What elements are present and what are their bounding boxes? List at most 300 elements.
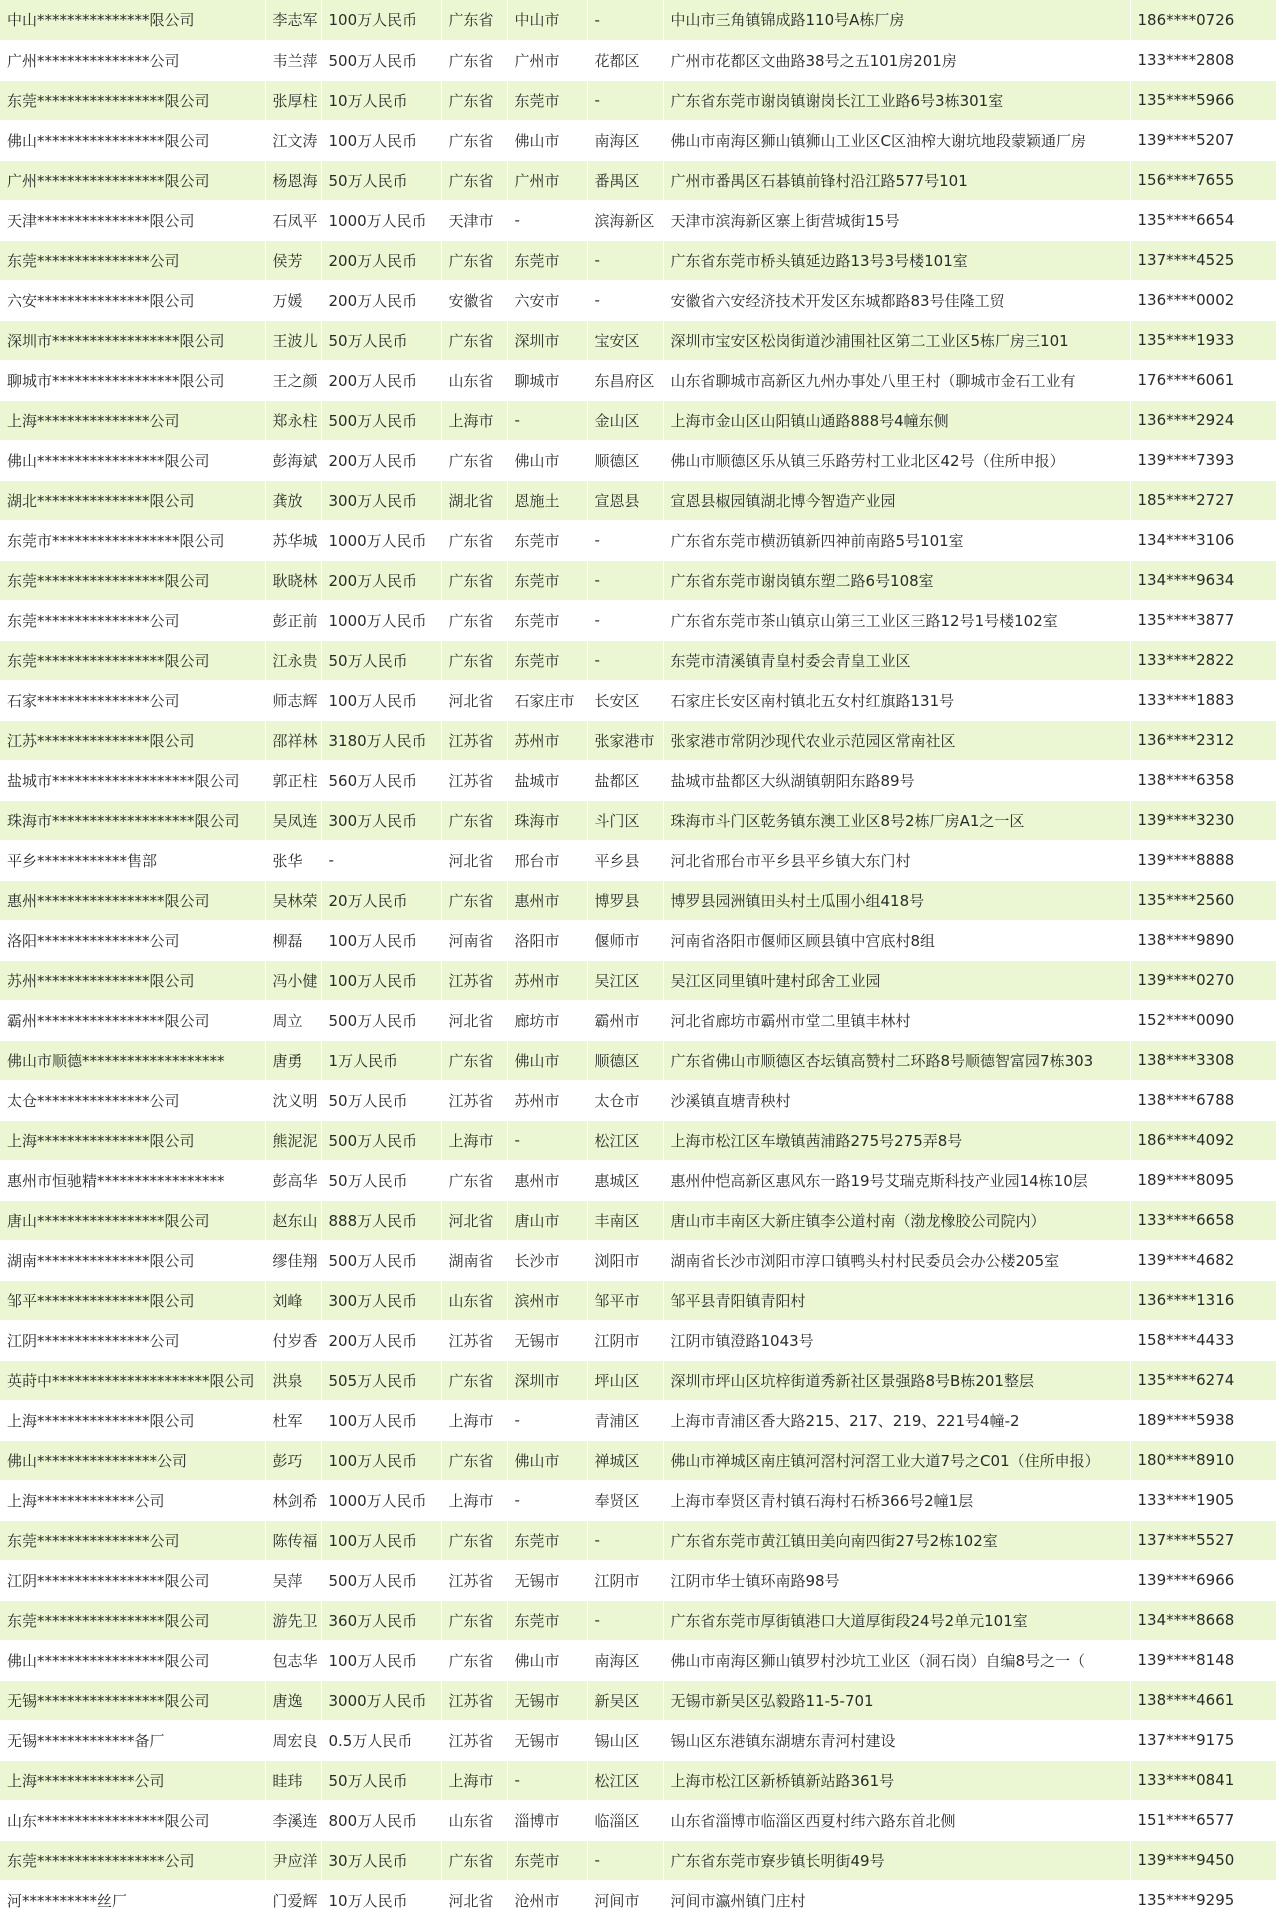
city-cell: 东莞市: [507, 1600, 587, 1640]
address-cell: 广东省东莞市桥头镇延边路13号3号楼101室: [663, 240, 1130, 280]
company-name-cell: 佛山*****************限公司: [0, 440, 265, 480]
province-cell: 安徽省: [441, 280, 507, 320]
registered-capital-cell: 100万人民币: [321, 120, 441, 160]
address-cell: 广东省东莞市茶山镇京山第三工业区三路12号1号楼102室: [663, 600, 1130, 640]
registered-capital-cell: 100万人民币: [321, 680, 441, 720]
company-name-cell: 江阴*****************限公司: [0, 1560, 265, 1600]
legal-person-cell: 唐逸: [265, 1680, 321, 1720]
province-cell: 上海市: [441, 1480, 507, 1520]
phone-cell: 151****6577: [1130, 1800, 1276, 1840]
legal-person-cell: 邵祥林: [265, 720, 321, 760]
phone-cell: 139****5207: [1130, 120, 1276, 160]
phone-cell: 138****6788: [1130, 1080, 1276, 1120]
legal-person-cell: 缪佳翔: [265, 1240, 321, 1280]
district-cell: 宣恩县: [587, 480, 663, 520]
company-name-cell: 石家***************公司: [0, 680, 265, 720]
table-row: [0, 1720, 1276, 1760]
address-cell: 广东省东莞市谢岗镇谢岗长江工业路6号3栋301室: [663, 80, 1130, 120]
table-row: [0, 280, 1276, 320]
table-row: [0, 560, 1276, 600]
city-cell: 长沙市: [507, 1240, 587, 1280]
district-cell: 盐都区: [587, 760, 663, 800]
table-row: [0, 240, 1276, 280]
legal-person-cell: 李溪连: [265, 1800, 321, 1840]
city-cell: 东莞市: [507, 240, 587, 280]
address-cell: 珠海市斗门区乾务镇东澳工业区8号2栋厂房A1之一区: [663, 800, 1130, 840]
registered-capital-cell: 100万人民币: [321, 920, 441, 960]
company-name-cell: 上海*************公司: [0, 1760, 265, 1800]
address-cell: 山东省淄博市临淄区西夏村纬六路东首北侧: [663, 1800, 1130, 1840]
district-cell: 滨海新区: [587, 200, 663, 240]
legal-person-cell: 韦兰萍: [265, 40, 321, 80]
province-cell: 江苏省: [441, 1080, 507, 1120]
province-cell: 江苏省: [441, 720, 507, 760]
legal-person-cell: 彭巧: [265, 1440, 321, 1480]
company-name-cell: 盐城市*******************限公司: [0, 760, 265, 800]
table-row: [0, 1640, 1276, 1680]
district-cell: -: [587, 640, 663, 680]
city-cell: -: [507, 1760, 587, 1800]
registered-capital-cell: 50万人民币: [321, 1080, 441, 1120]
city-cell: 唐山市: [507, 1200, 587, 1240]
registered-capital-cell: 500万人民币: [321, 1120, 441, 1160]
legal-person-cell: 张厚柱: [265, 80, 321, 120]
city-cell: 佛山市: [507, 1440, 587, 1480]
legal-person-cell: 沈义明: [265, 1080, 321, 1120]
company-name-cell: 上海***************公司: [0, 400, 265, 440]
city-cell: 广州市: [507, 160, 587, 200]
legal-person-cell: 石凤平: [265, 200, 321, 240]
address-cell: 唐山市丰南区大新庄镇李公道村南（渤龙橡胶公司院内）: [663, 1200, 1130, 1240]
registered-capital-cell: 50万人民币: [321, 640, 441, 680]
district-cell: 顺德区: [587, 440, 663, 480]
address-cell: 石家庄长安区南村镇北五女村红旗路131号: [663, 680, 1130, 720]
table-row: [0, 1760, 1276, 1800]
phone-cell: 136****2924: [1130, 400, 1276, 440]
legal-person-cell: 周宏良: [265, 1720, 321, 1760]
table-row: [0, 1440, 1276, 1480]
company-name-cell: 邹平***************限公司: [0, 1280, 265, 1320]
phone-cell: 135****1933: [1130, 320, 1276, 360]
address-cell: 上海市松江区车墩镇茜浦路275号275弄8号: [663, 1120, 1130, 1160]
phone-cell: 139****8148: [1130, 1640, 1276, 1680]
legal-person-cell: 熊泥泥: [265, 1120, 321, 1160]
city-cell: 深圳市: [507, 320, 587, 360]
company-name-cell: 东莞*****************限公司: [0, 640, 265, 680]
table-row: [0, 1280, 1276, 1320]
table-row: [0, 1240, 1276, 1280]
province-cell: 广东省: [441, 600, 507, 640]
city-cell: 石家庄市: [507, 680, 587, 720]
legal-person-cell: 郑永柱: [265, 400, 321, 440]
district-cell: 松江区: [587, 1120, 663, 1160]
province-cell: 河南省: [441, 920, 507, 960]
table-row: [0, 840, 1276, 880]
company-name-cell: 东莞*****************限公司: [0, 1600, 265, 1640]
registered-capital-cell: 300万人民币: [321, 1280, 441, 1320]
registered-capital-cell: 1000万人民币: [321, 200, 441, 240]
phone-cell: 138****6358: [1130, 760, 1276, 800]
table-row: [0, 1320, 1276, 1360]
company-name-cell: 东莞*****************限公司: [0, 80, 265, 120]
district-cell: 顺德区: [587, 1040, 663, 1080]
address-cell: 深圳市宝安区松岗街道沙浦围社区第二工业区5栋厂房三101: [663, 320, 1130, 360]
legal-person-cell: 眭玮: [265, 1760, 321, 1800]
city-cell: 盐城市: [507, 760, 587, 800]
address-cell: 上海市金山区山阳镇山通路888号4幢东侧: [663, 400, 1130, 440]
province-cell: 天津市: [441, 200, 507, 240]
table-row: [0, 520, 1276, 560]
company-name-cell: 中山***************限公司: [0, 0, 265, 40]
registered-capital-cell: 100万人民币: [321, 960, 441, 1000]
table-row: [0, 120, 1276, 160]
legal-person-cell: 林剑希: [265, 1480, 321, 1520]
legal-person-cell: 陈传福: [265, 1520, 321, 1560]
table-row: [0, 360, 1276, 400]
registered-capital-cell: 200万人民币: [321, 560, 441, 600]
district-cell: 金山区: [587, 400, 663, 440]
address-cell: 广州市番禺区石碁镇前锋村沿江路577号101: [663, 160, 1130, 200]
district-cell: -: [587, 80, 663, 120]
registered-capital-cell: 50万人民币: [321, 320, 441, 360]
company-name-cell: 无锡*************备厂: [0, 1720, 265, 1760]
province-cell: 河北省: [441, 1200, 507, 1240]
registered-capital-cell: 800万人民币: [321, 1800, 441, 1840]
company-name-cell: 六安***************限公司: [0, 280, 265, 320]
registered-capital-cell: 100万人民币: [321, 1440, 441, 1480]
province-cell: 湖南省: [441, 1240, 507, 1280]
phone-cell: 139****4682: [1130, 1240, 1276, 1280]
table-row: [0, 0, 1276, 40]
table-row: [0, 1680, 1276, 1720]
city-cell: -: [507, 1120, 587, 1160]
company-name-cell: 太仓***************公司: [0, 1080, 265, 1120]
registered-capital-cell: 500万人民币: [321, 1240, 441, 1280]
city-cell: 滨州市: [507, 1280, 587, 1320]
city-cell: 东莞市: [507, 1520, 587, 1560]
province-cell: 广东省: [441, 1600, 507, 1640]
phone-cell: 138****9890: [1130, 920, 1276, 960]
phone-cell: 186****4092: [1130, 1120, 1276, 1160]
province-cell: 上海市: [441, 1760, 507, 1800]
table-row: [0, 1400, 1276, 1440]
address-cell: 广州市花都区文曲路38号之五101房201房: [663, 40, 1130, 80]
district-cell: 临淄区: [587, 1800, 663, 1840]
province-cell: 广东省: [441, 560, 507, 600]
district-cell: -: [587, 1840, 663, 1880]
company-name-cell: 佛山*****************限公司: [0, 120, 265, 160]
legal-person-cell: 师志辉: [265, 680, 321, 720]
phone-cell: 133****6658: [1130, 1200, 1276, 1240]
table-row: [0, 600, 1276, 640]
district-cell: 南海区: [587, 1640, 663, 1680]
table-row: [0, 880, 1276, 920]
legal-person-cell: 江文涛: [265, 120, 321, 160]
registered-capital-cell: 500万人民币: [321, 1560, 441, 1600]
phone-cell: 137****9175: [1130, 1720, 1276, 1760]
city-cell: 珠海市: [507, 800, 587, 840]
company-name-cell: 上海***************限公司: [0, 1120, 265, 1160]
province-cell: 江苏省: [441, 960, 507, 1000]
address-cell: 东莞市清溪镇青皇村委会青皇工业区: [663, 640, 1130, 680]
phone-cell: 135****5966: [1130, 80, 1276, 120]
city-cell: 东莞市: [507, 1840, 587, 1880]
address-cell: 上海市青浦区香大路215、217、219、221号4幢-2: [663, 1400, 1130, 1440]
address-cell: 博罗县园洲镇田头村土瓜围小组418号: [663, 880, 1130, 920]
legal-person-cell: 郭正柱: [265, 760, 321, 800]
registered-capital-cell: 100万人民币: [321, 1640, 441, 1680]
registered-capital-cell: 500万人民币: [321, 1000, 441, 1040]
province-cell: 上海市: [441, 1120, 507, 1160]
province-cell: 广东省: [441, 880, 507, 920]
legal-person-cell: 尹应洋: [265, 1840, 321, 1880]
phone-cell: 180****8910: [1130, 1440, 1276, 1480]
address-cell: 盐城市盐都区大纵湖镇朝阳东路89号: [663, 760, 1130, 800]
table-row: [0, 1880, 1276, 1920]
province-cell: 广东省: [441, 440, 507, 480]
registered-capital-cell: 560万人民币: [321, 760, 441, 800]
province-cell: 江苏省: [441, 1560, 507, 1600]
table-row: [0, 480, 1276, 520]
table-row: [0, 320, 1276, 360]
registered-capital-cell: 888万人民币: [321, 1200, 441, 1240]
company-name-cell: 惠州*****************限公司: [0, 880, 265, 920]
table-row: [0, 1200, 1276, 1240]
district-cell: 江阴市: [587, 1560, 663, 1600]
city-cell: -: [507, 1480, 587, 1520]
district-cell: 坪山区: [587, 1360, 663, 1400]
company-name-cell: 无锡*****************限公司: [0, 1680, 265, 1720]
phone-cell: 133****1905: [1130, 1480, 1276, 1520]
province-cell: 广东省: [441, 240, 507, 280]
registered-capital-cell: 505万人民币: [321, 1360, 441, 1400]
table-row: [0, 720, 1276, 760]
registered-capital-cell: 200万人民币: [321, 440, 441, 480]
legal-person-cell: 万媛: [265, 280, 321, 320]
city-cell: 东莞市: [507, 520, 587, 560]
table-row: [0, 1600, 1276, 1640]
registered-capital-cell: 10万人民币: [321, 1880, 441, 1920]
district-cell: 青浦区: [587, 1400, 663, 1440]
province-cell: 广东省: [441, 1040, 507, 1080]
province-cell: 广东省: [441, 640, 507, 680]
company-name-cell: 湖南***************限公司: [0, 1240, 265, 1280]
phone-cell: 136****1316: [1130, 1280, 1276, 1320]
phone-cell: 185****2727: [1130, 480, 1276, 520]
registered-capital-cell: 200万人民币: [321, 240, 441, 280]
registered-capital-cell: 50万人民币: [321, 1160, 441, 1200]
phone-cell: 134****3106: [1130, 520, 1276, 560]
legal-person-cell: 彭海斌: [265, 440, 321, 480]
district-cell: 南海区: [587, 120, 663, 160]
district-cell: 东昌府区: [587, 360, 663, 400]
phone-cell: 158****4433: [1130, 1320, 1276, 1360]
city-cell: 沧州市: [507, 1880, 587, 1920]
district-cell: 吴江区: [587, 960, 663, 1000]
address-cell: 天津市滨海新区寨上街营城街15号: [663, 200, 1130, 240]
city-cell: 恩施土: [507, 480, 587, 520]
phone-cell: 136****2312: [1130, 720, 1276, 760]
phone-cell: 186****0726: [1130, 0, 1276, 40]
district-cell: 锡山区: [587, 1720, 663, 1760]
district-cell: 惠城区: [587, 1160, 663, 1200]
table-row: [0, 40, 1276, 80]
registered-capital-cell: 200万人民币: [321, 280, 441, 320]
registered-capital-cell: 10万人民币: [321, 80, 441, 120]
legal-person-cell: 杜军: [265, 1400, 321, 1440]
address-cell: 广东省佛山市顺德区杏坛镇高赞村二环路8号顺德智富园7栋303: [663, 1040, 1130, 1080]
district-cell: 邹平市: [587, 1280, 663, 1320]
phone-cell: 135****9295: [1130, 1880, 1276, 1920]
phone-cell: 134****8668: [1130, 1600, 1276, 1640]
city-cell: 佛山市: [507, 440, 587, 480]
district-cell: 河间市: [587, 1880, 663, 1920]
province-cell: 河北省: [441, 1000, 507, 1040]
company-name-cell: 东莞*****************限公司: [0, 560, 265, 600]
registered-capital-cell: 300万人民币: [321, 480, 441, 520]
registered-capital-cell: 200万人民币: [321, 360, 441, 400]
province-cell: 山东省: [441, 1800, 507, 1840]
district-cell: 偃师市: [587, 920, 663, 960]
company-name-cell: 广州***************公司: [0, 40, 265, 80]
company-name-cell: 佛山市顺德*******************: [0, 1040, 265, 1080]
district-cell: 新吴区: [587, 1680, 663, 1720]
city-cell: 苏州市: [507, 720, 587, 760]
phone-cell: 138****3308: [1130, 1040, 1276, 1080]
table-row: [0, 1520, 1276, 1560]
company-name-cell: 英莳中*********************限公司: [0, 1360, 265, 1400]
city-cell: 东莞市: [507, 640, 587, 680]
province-cell: 广东省: [441, 80, 507, 120]
district-cell: -: [587, 600, 663, 640]
table-row: [0, 1120, 1276, 1160]
city-cell: 廊坊市: [507, 1000, 587, 1040]
phone-cell: 139****7393: [1130, 440, 1276, 480]
address-cell: 佛山市顺德区乐从镇三乐路劳村工业北区42号（住所申报）: [663, 440, 1130, 480]
legal-person-cell: 吴林荣: [265, 880, 321, 920]
company-name-cell: 山东*****************限公司: [0, 1800, 265, 1840]
company-name-cell: 霸州*****************限公司: [0, 1000, 265, 1040]
company-name-cell: 江阴***************公司: [0, 1320, 265, 1360]
phone-cell: 133****0841: [1130, 1760, 1276, 1800]
company-name-cell: 上海*************公司: [0, 1480, 265, 1520]
district-cell: 花都区: [587, 40, 663, 80]
province-cell: 河北省: [441, 840, 507, 880]
company-name-cell: 珠海市*******************限公司: [0, 800, 265, 840]
phone-cell: 139****8888: [1130, 840, 1276, 880]
phone-cell: 189****8095: [1130, 1160, 1276, 1200]
phone-cell: 133****2822: [1130, 640, 1276, 680]
company-name-cell: 平乡************售部: [0, 840, 265, 880]
legal-person-cell: 江永贵: [265, 640, 321, 680]
company-name-cell: 唐山*****************限公司: [0, 1200, 265, 1240]
registered-capital-cell: -: [321, 840, 441, 880]
legal-person-cell: 包志华: [265, 1640, 321, 1680]
address-cell: 江阴市镇澄路1043号: [663, 1320, 1130, 1360]
address-cell: 深圳市坪山区坑梓街道秀新社区景强路8号B栋201整层: [663, 1360, 1130, 1400]
phone-cell: 133****1883: [1130, 680, 1276, 720]
legal-person-cell: 苏华城: [265, 520, 321, 560]
city-cell: 聊城市: [507, 360, 587, 400]
province-cell: 山东省: [441, 1280, 507, 1320]
district-cell: -: [587, 240, 663, 280]
address-cell: 山东省聊城市高新区九州办事处八里王村（聊城市金石工业有: [663, 360, 1130, 400]
address-cell: 沙溪镇直塘青秧村: [663, 1080, 1130, 1120]
province-cell: 广东省: [441, 1840, 507, 1880]
district-cell: 江阴市: [587, 1320, 663, 1360]
registered-capital-cell: 500万人民币: [321, 40, 441, 80]
table-row: [0, 160, 1276, 200]
province-cell: 广东省: [441, 0, 507, 40]
district-cell: 松江区: [587, 1760, 663, 1800]
table-row: [0, 640, 1276, 680]
address-cell: 河间市瀛州镇门庄村: [663, 1880, 1130, 1920]
district-cell: 丰南区: [587, 1200, 663, 1240]
table-row: [0, 1560, 1276, 1600]
company-name-cell: 上海***************限公司: [0, 1400, 265, 1440]
address-cell: 佛山市南海区狮山镇罗村沙坑工业区（洞石岗）自编8号之一（: [663, 1640, 1130, 1680]
company-name-cell: 惠州市恒驰精*****************: [0, 1160, 265, 1200]
table-row: [0, 440, 1276, 480]
phone-cell: 138****4661: [1130, 1680, 1276, 1720]
registered-capital-cell: 1万人民币: [321, 1040, 441, 1080]
table-row: [0, 1160, 1276, 1200]
address-cell: 上海市松江区新桥镇新站路361号: [663, 1760, 1130, 1800]
province-cell: 广东省: [441, 1440, 507, 1480]
company-name-cell: 河**********丝厂: [0, 1880, 265, 1920]
district-cell: -: [587, 1600, 663, 1640]
city-cell: 苏州市: [507, 960, 587, 1000]
city-cell: 无锡市: [507, 1320, 587, 1360]
registered-capital-cell: 30万人民币: [321, 1840, 441, 1880]
city-cell: 深圳市: [507, 1360, 587, 1400]
phone-cell: 137****5527: [1130, 1520, 1276, 1560]
legal-person-cell: 耿晓林: [265, 560, 321, 600]
legal-person-cell: 唐勇: [265, 1040, 321, 1080]
phone-cell: 135****2560: [1130, 880, 1276, 920]
registered-capital-cell: 300万人民币: [321, 800, 441, 840]
legal-person-cell: 游先卫: [265, 1600, 321, 1640]
legal-person-cell: 洪泉: [265, 1360, 321, 1400]
table-row: [0, 1800, 1276, 1840]
company-name-cell: 苏州***************限公司: [0, 960, 265, 1000]
address-cell: 佛山市禅城区南庄镇河滘村河滘工业大道7号之C01（住所申报）: [663, 1440, 1130, 1480]
city-cell: -: [507, 400, 587, 440]
company-name-cell: 东莞***************公司: [0, 240, 265, 280]
registered-capital-cell: 1000万人民币: [321, 600, 441, 640]
table-row: [0, 800, 1276, 840]
city-cell: 佛山市: [507, 1040, 587, 1080]
district-cell: 博罗县: [587, 880, 663, 920]
city-cell: 东莞市: [507, 560, 587, 600]
district-cell: 长安区: [587, 680, 663, 720]
company-name-cell: 湖北***************限公司: [0, 480, 265, 520]
province-cell: 河北省: [441, 680, 507, 720]
district-cell: 浏阳市: [587, 1240, 663, 1280]
address-cell: 河南省洛阳市偃师区顾县镇中宫底村8组: [663, 920, 1130, 960]
phone-cell: 137****4525: [1130, 240, 1276, 280]
address-cell: 安徽省六安经济技术开发区东城都路83号佳隆工贸: [663, 280, 1130, 320]
district-cell: 张家港市: [587, 720, 663, 760]
table-row: [0, 1360, 1276, 1400]
table-row: [0, 680, 1276, 720]
city-cell: 东莞市: [507, 80, 587, 120]
company-name-cell: 江苏***************限公司: [0, 720, 265, 760]
district-cell: 斗门区: [587, 800, 663, 840]
table-row: [0, 1000, 1276, 1040]
address-cell: 江阴市华士镇环南路98号: [663, 1560, 1130, 1600]
table-row: [0, 400, 1276, 440]
